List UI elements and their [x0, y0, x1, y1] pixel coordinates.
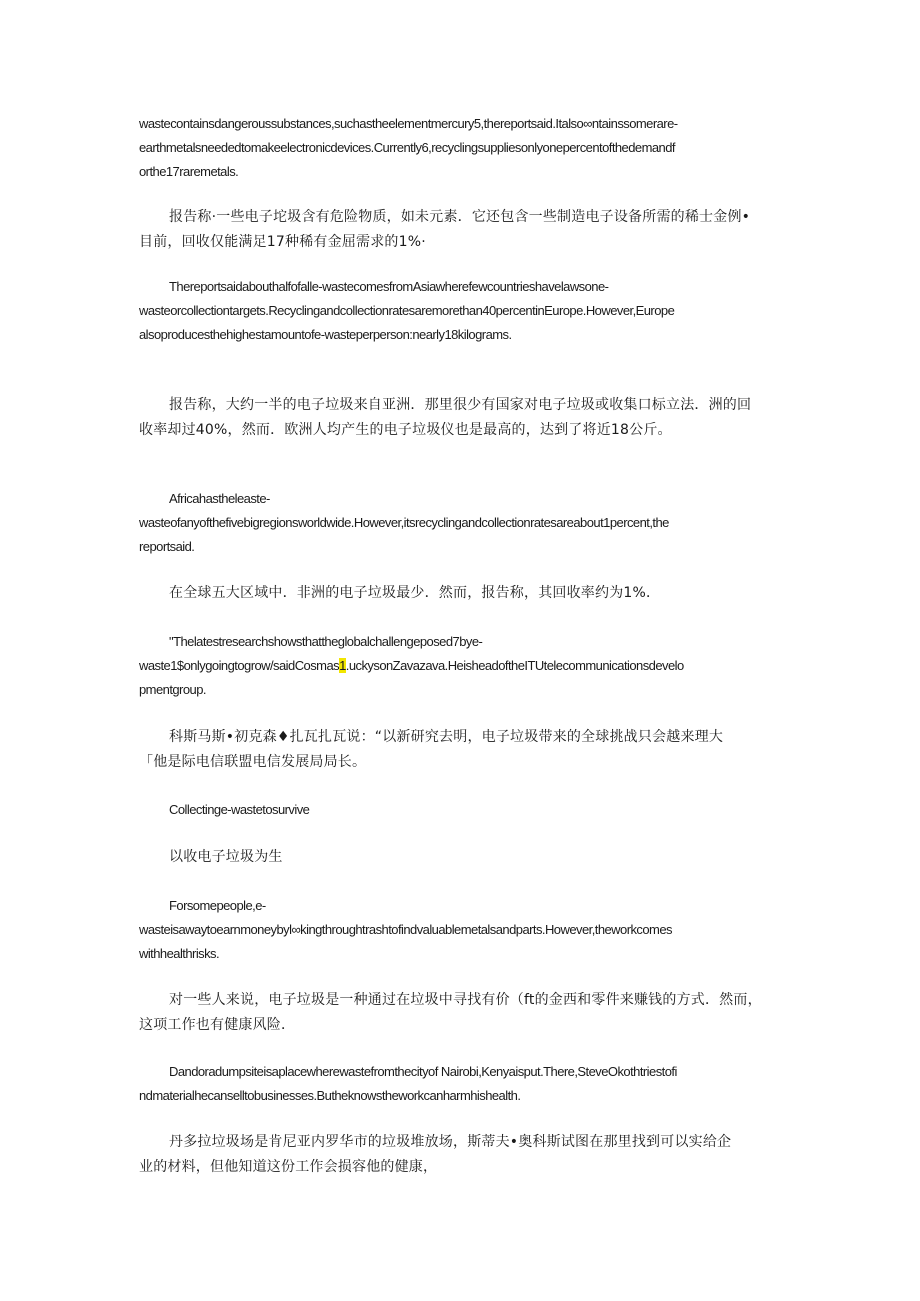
text-line: 科斯马斯•初克森♦扎瓦扎瓦说：“以新研究去明，电子垃圾带来的全球挑战只会越来理大 — [169, 729, 724, 745]
heading-text: Collectinge-wastetosurvive — [169, 802, 310, 817]
paragraph-zh-6 — [139, 1130, 799, 1180]
paragraph-zh-2 — [139, 393, 799, 443]
text-line: "Thelatestresearchshowsthattheglobalchallengeposed7bye- — [169, 634, 483, 649]
text-line: 报告称，大约一半的电子垃圾来自亚洲．那里很少有国家对电子垃圾或收集口标立法．洲的回 — [169, 397, 752, 413]
paragraph-zh-1 — [139, 205, 799, 255]
section-heading-zh — [139, 845, 799, 870]
text-line: 业的材料，但他知道这份工作会损容他的健康， — [139, 1159, 438, 1175]
text-line: Thereportsaidabouthalfofalle-wastecomesfromAsiawherefewcountrieshavelawsone- — [169, 279, 609, 294]
paragraph-zh-5 — [139, 988, 799, 1038]
paragraph-zh-4 — [139, 725, 799, 775]
paragraph-zh-3 — [139, 581, 799, 606]
text-line: Forsomepeople,e- — [169, 898, 266, 913]
highlighted-text: 1 — [339, 658, 346, 673]
text-line: 目前，回收仅能满足17种稀有金屈需求的1%· — [139, 234, 426, 250]
text-line — [139, 654, 799, 678]
paragraph-en-2 — [139, 275, 799, 347]
text-line: withhealthrisks. — [139, 946, 220, 961]
paragraph-en-4 — [139, 630, 799, 702]
text-line: Africahastheleaste- — [169, 491, 270, 506]
text-line: 「他是际电信联盟电信发展局局长。 — [139, 754, 367, 770]
text-line: wasteisawaytoearnmoneybyl∞kingthroughtrashtofindvaluablemetalsandparts.However,theworkcomes — [139, 922, 672, 937]
text-line: wasteorcollectiontargets.Recyclingandcollectionratesaremorethan40percentinEurope.However,Europe — [139, 303, 675, 318]
text-line: earthmetalsneededtomakeelectronicdevices.Currently6,recyclingsuppliesonlyonepercentofthedemandf — [139, 140, 675, 155]
text-line: wastecontainsdangeroussubstances,suchastheelementmercury5,thereportsaid.Italso∞ntainssomerare- — [139, 116, 678, 131]
text-line: pmentgroup. — [139, 682, 206, 697]
text-segment: waste1$onlygoingtogrow/saidCosmas — [139, 658, 340, 673]
text-line: ndmaterialhecanselltobusinesses.Butheknowstheworkcanharmhishealth. — [139, 1088, 521, 1103]
text-line: 收率却过40%，然而．欧洲人均产生的电子垃圾仪也是最高的，达到了将近18公斤。 — [139, 422, 672, 438]
text-line: alsoproducesthehighestamountofe-wasteperperson:nearly18kilograms. — [139, 327, 512, 342]
heading-text: 以收电子垃圾为生 — [169, 849, 283, 865]
text-line: 对一些人来说，电子垃圾是一种通过在垃圾中寻找有价（ft的金西和零件来赚钱的方式．然而， — [169, 992, 762, 1008]
text-line: wasteofanyofthefivebigregionsworldwide.However,itsrecyclingandcollectionratesareabout1percent,the — [139, 515, 669, 530]
text-line: 报告称·一些电子坨圾含有危险物质，如未元素．它还包含一些制造电子设备所需的稀士金例• — [169, 209, 751, 225]
text-line: 丹多拉垃圾场是肯尼亚内罗华市的垃圾堆放场，斯蒂夫•奥科斯试图在那里找到可以实给企 — [169, 1134, 732, 1150]
text-line: 这项工作也有健康风险． — [139, 1017, 296, 1033]
text-line: Dandoradumpsiteisaplacewherewastefromthecityof Nairobi,Kenyaisput.There,SteveOkothtriestofi — [169, 1064, 677, 1079]
text-segment: .uckysonZavazava.HeisheadoftheITUtelecommunicationsdevelo — [345, 658, 684, 673]
paragraph-en-3 — [139, 487, 799, 559]
section-heading-en — [139, 798, 799, 822]
text-line: 在全球五大区域中．非洲的电子垃圾最少．然而，报告称，其回收率约为1%． — [169, 585, 661, 601]
paragraph-en-1 — [139, 112, 799, 184]
paragraph-en-6 — [139, 1060, 799, 1108]
text-line: reportsaid. — [139, 539, 195, 554]
paragraph-en-5 — [139, 894, 799, 966]
text-line: orthe17raremetals. — [139, 164, 239, 179]
